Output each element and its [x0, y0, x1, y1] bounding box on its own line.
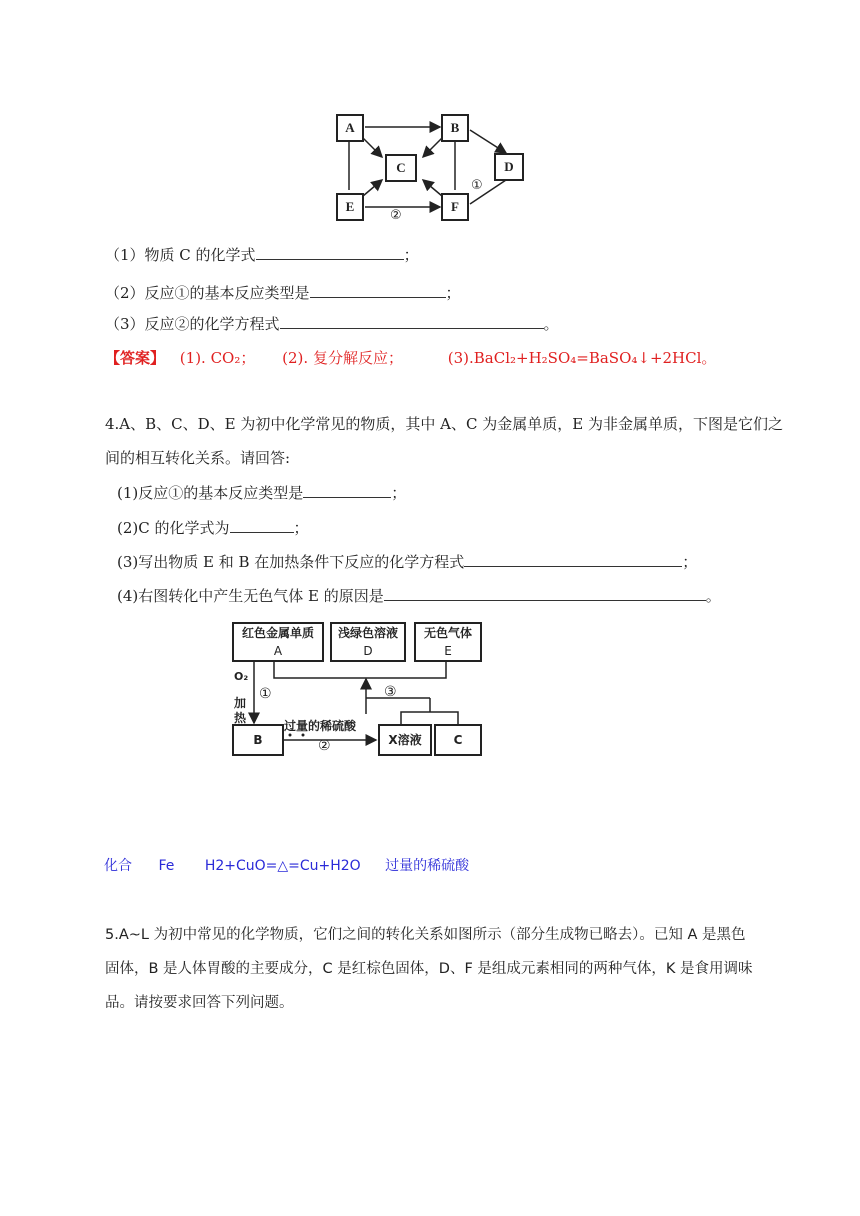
node-c: C	[385, 154, 417, 182]
label-circle-2: ②	[318, 738, 331, 754]
answer-blank[interactable]	[310, 283, 446, 298]
q5-line-3: 品。请按要求回答下列问题。	[105, 995, 294, 1011]
box-a-label: 红色金属单质	[241, 626, 314, 640]
q4-item-1-text: (1)反应①的基本反应类型是	[117, 484, 304, 502]
answer-blank[interactable]	[280, 314, 544, 329]
box-c: C	[434, 724, 482, 756]
label-heat-2: 热	[234, 711, 247, 725]
box-b: B	[232, 724, 284, 756]
q4-item-3-end: ；	[682, 553, 698, 571]
node-a: A	[336, 114, 364, 142]
q3-item-3-text: （3）反应②的化学方程式	[105, 315, 280, 333]
node-e: E	[336, 193, 364, 221]
q4-intro-line-2: 间的相互转化关系。请回答:	[105, 449, 291, 467]
q4-answer-2: Fe	[158, 858, 175, 874]
box-e	[414, 622, 482, 662]
answer-2: (2). 复分解反应；	[282, 349, 403, 367]
box-d-label: 浅绿色溶液	[337, 626, 398, 640]
box-d-letter: D	[363, 644, 373, 658]
box-a	[232, 622, 324, 662]
box-x: X溶液	[378, 724, 432, 756]
q4-item-4-end: 。	[705, 587, 721, 605]
q4-item-3	[117, 551, 697, 572]
answer-blank[interactable]	[384, 586, 706, 601]
q4-item-1-end: ；	[391, 484, 407, 502]
q3-item-2-end: ；	[445, 284, 461, 302]
q4-item-2-text: (2)C 的化学式为	[117, 519, 230, 537]
label-heat-1: 加	[234, 696, 247, 710]
q3-item-3-end: 。	[543, 315, 559, 333]
answer-blank[interactable]	[303, 483, 391, 498]
box-d	[330, 622, 406, 662]
node-d: D	[494, 153, 524, 181]
label-acid: 过量的稀硫酸	[284, 719, 357, 733]
label-circle-3: ③	[384, 684, 397, 700]
q4-item-3-text: (3)写出物质 E 和 B 在加热条件下反应的化学方程式	[117, 553, 465, 571]
box-e-letter: E	[444, 644, 452, 658]
q3-item-3	[105, 313, 559, 334]
node-f: F	[441, 193, 469, 221]
q3-item-1-end: ；	[403, 246, 419, 264]
label-circle-1: ①	[471, 178, 483, 193]
answer-blank[interactable]	[230, 518, 294, 533]
q4-answer-1: 化合	[104, 858, 132, 874]
q3-item-1-text: （1）物质 C 的化学式	[105, 246, 256, 264]
answer-blank[interactable]	[256, 245, 404, 260]
q4-intro-line-1: 4.A、B、C、D、E 为初中化学常见的物质，其中 A、C 为金属单质，E 为非金属单质，下图是它们之	[105, 415, 783, 433]
box-a-letter: A	[273, 644, 283, 658]
label-o2: O₂	[234, 670, 249, 683]
q4-item-1	[117, 482, 406, 503]
answer-blank[interactable]	[464, 552, 682, 567]
q5-line-1: 5.A~L 为初中常见的化学物质，它们之间的转化关系如图所示（部分生成物已略去）。已知 A 是黑色	[105, 927, 746, 943]
q3-answer	[105, 347, 716, 368]
q3-item-2	[105, 282, 461, 303]
q4-answers	[104, 855, 469, 875]
q3-item-1	[105, 244, 419, 265]
answer-label: 【答案】	[105, 349, 166, 367]
box-e-label: 无色气体	[423, 626, 472, 640]
diagram-2	[226, 620, 496, 760]
q4-answer-3: H2+CuO=△=Cu+H2O	[204, 858, 361, 874]
diagram-1	[330, 108, 530, 228]
q3-item-2-text: （2）反应①的基本反应类型是	[105, 284, 310, 302]
q4-answer-4: 过量的稀硫酸	[385, 858, 470, 874]
label-circle-2: ②	[390, 208, 402, 223]
q4-item-2	[117, 517, 309, 538]
node-b: B	[441, 114, 469, 142]
q4-item-4-text: (4)右图转化中产生无色气体 E 的原因是	[117, 587, 384, 605]
answer-3: (3).BaCl₂+H₂SO₄=BaSO₄↓+2HCl。	[447, 349, 717, 367]
q4-item-4	[117, 585, 721, 606]
answer-1: (1). CO₂；	[179, 349, 256, 367]
label-circle-1: ①	[259, 686, 272, 702]
q5-line-2: 固体，B 是人体胃酸的主要成分，C 是红棕色固体，D、F 是组成元素相同的两种气体，K 是食用调味	[105, 961, 753, 977]
q4-item-2-end: ；	[293, 519, 309, 537]
